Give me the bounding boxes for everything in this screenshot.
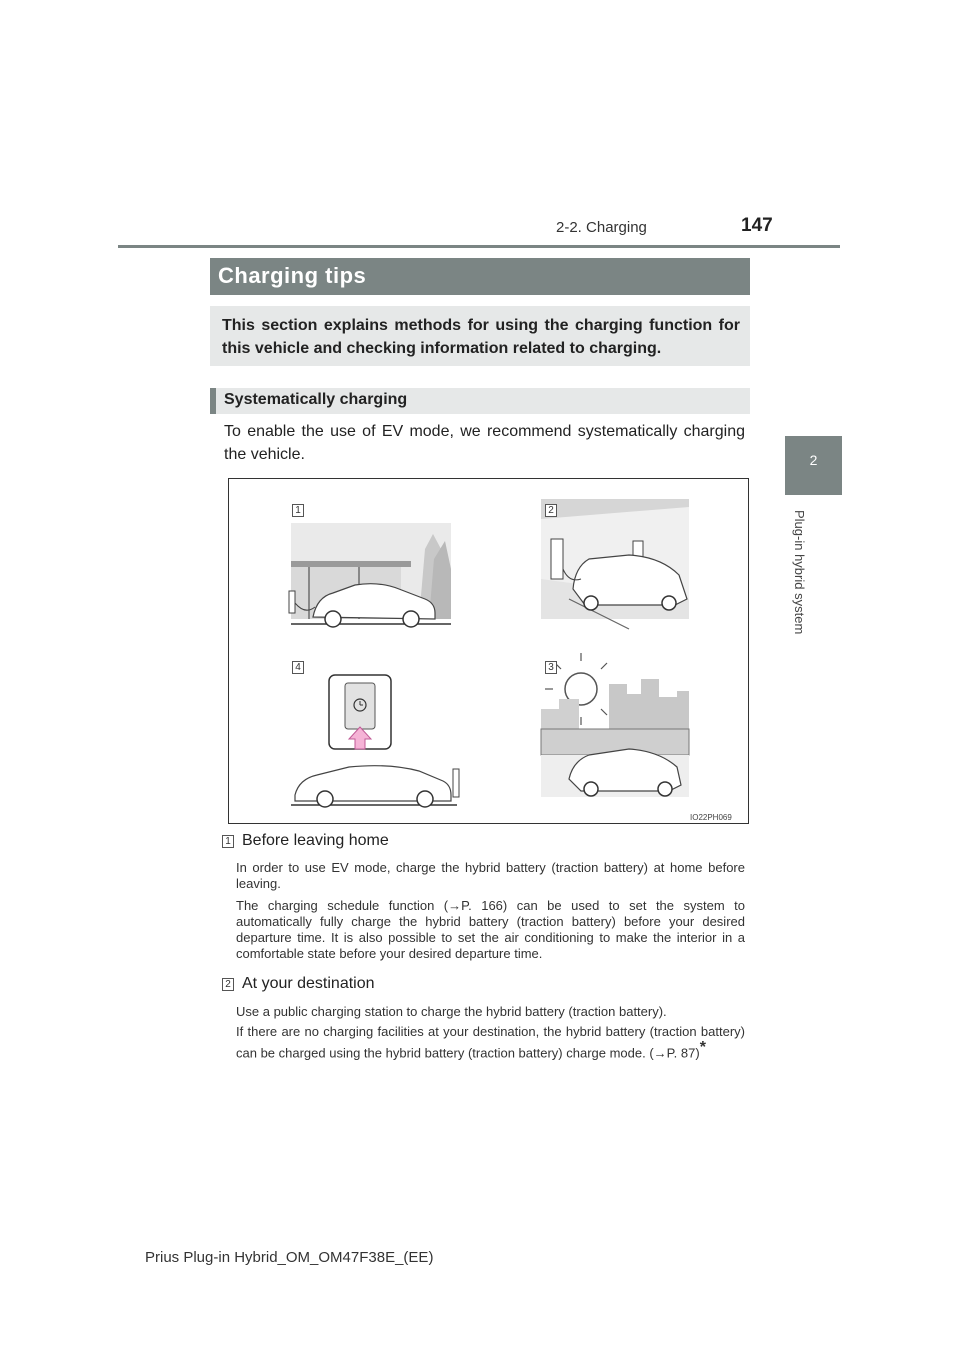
footer-document-id: Prius Plug-in Hybrid_OM_OM47F38E_(EE) xyxy=(145,1249,434,1266)
item-heading-1: Before leaving home xyxy=(242,832,389,849)
figure-label-1: 1 xyxy=(292,504,304,517)
page-number: 147 xyxy=(741,215,773,236)
illustration-svg xyxy=(229,479,748,823)
footnote-mark: * xyxy=(699,1039,706,1056)
item-heading-2: At your destination xyxy=(242,975,375,992)
item-number-2: 2 xyxy=(222,978,234,991)
intro-text: This section explains methods for using the charging function for this vehicle and checking information related to charging. xyxy=(222,317,740,357)
page-title: Charging tips xyxy=(218,263,367,288)
charging-schedule-scene xyxy=(291,675,459,807)
header-divider xyxy=(118,245,840,248)
charging-illustration xyxy=(228,478,749,824)
item-2-paragraph-2 xyxy=(236,1024,745,1061)
item-1-paragraph-2: The charging schedule function (→P. 166) can be used to set the system to automatically fully charge the hybrid battery (traction battery) before your desired departure time. It is also possible to set the air conditioning to make the interior in a comfortable state before your desired departure time. xyxy=(236,898,745,961)
chapter-tab-label: Plug-in hybrid system xyxy=(792,510,807,635)
subsection-title: Systematically charging xyxy=(224,391,408,408)
header-section: 2-2. Charging xyxy=(556,219,647,236)
figure-label-2: 2 xyxy=(545,504,557,517)
item-number-1: 1 xyxy=(222,835,234,848)
public-charging-scene xyxy=(541,499,689,629)
item-2-paragraph-2-text: If there are no charging facilities at your destination, the hybrid battery (traction battery) can be charged using the hybrid battery (traction battery) charge mode. (→P. 87) xyxy=(236,1024,745,1061)
item-1-paragraph-1: In order to use EV mode, charge the hybrid battery (traction battery) at home before leaving. xyxy=(236,860,745,891)
subsection-body: To enable the use of EV mode, we recommend systematically charging the vehicle. xyxy=(224,423,745,463)
figure-label-4: 4 xyxy=(292,661,304,674)
item-2-paragraph-1: Use a public charging station to charge the hybrid battery (traction battery). xyxy=(236,1004,667,1019)
figure-label-3: 3 xyxy=(545,661,557,674)
figure-code: IO22PH069 xyxy=(690,813,732,822)
chapter-tab-number: 2 xyxy=(809,452,818,468)
solar-charging-scene xyxy=(541,653,689,797)
home-garage-scene xyxy=(289,523,451,627)
